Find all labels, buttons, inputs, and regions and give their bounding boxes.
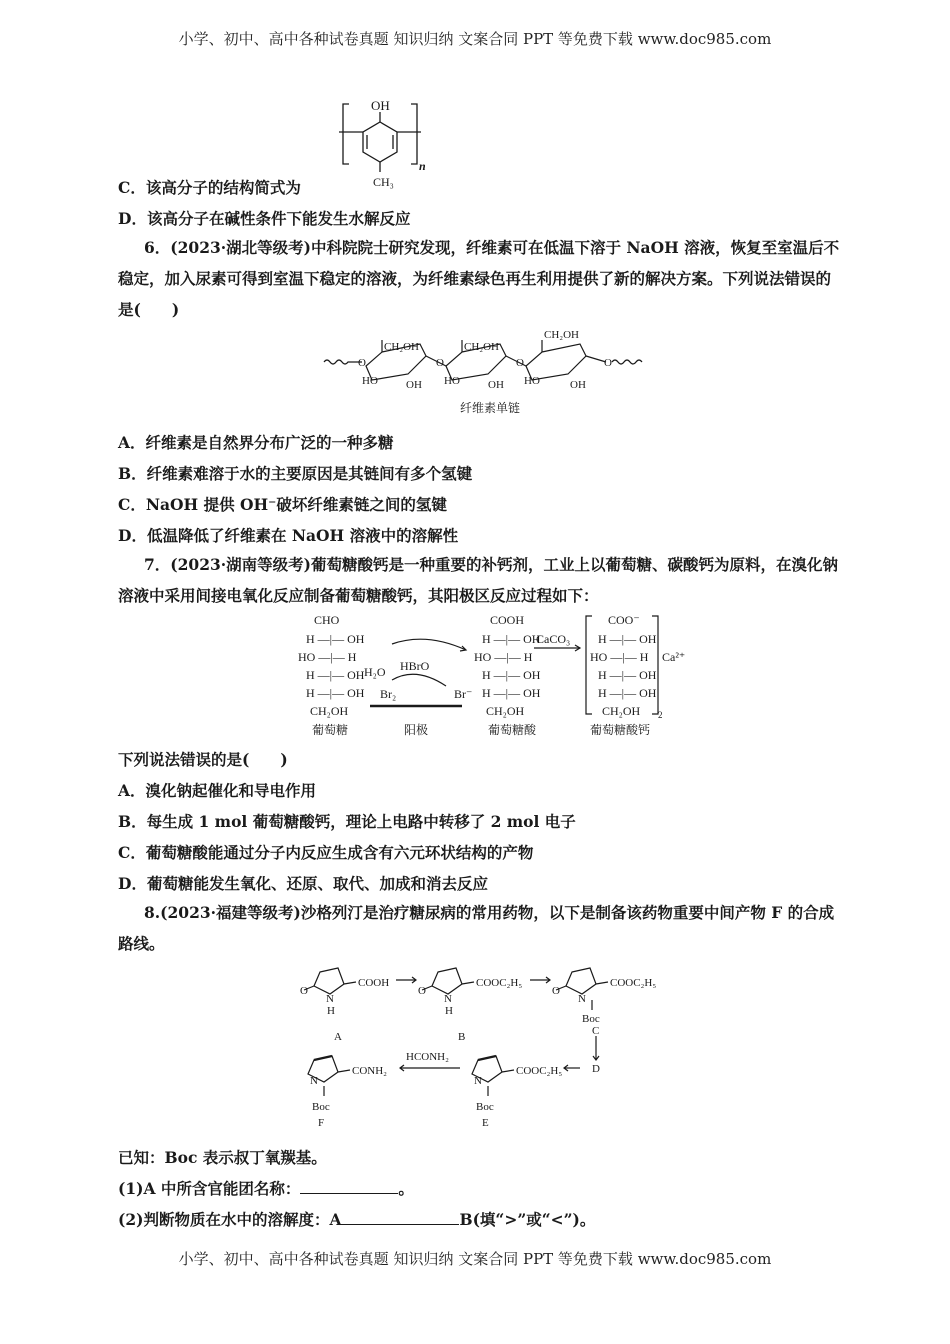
label-anode: 阳极	[404, 723, 429, 737]
c-o: O	[552, 985, 560, 997]
ch2oh-label-1: CH₂OH	[384, 341, 420, 353]
f-boc: Boc	[312, 1101, 330, 1113]
q7-option-d: D．葡萄糖能发生氧化、还原、取代、加成和消去反应	[118, 874, 488, 893]
oh-label: OH	[371, 98, 390, 113]
bracket-subscript: 2	[658, 710, 663, 720]
glucose-row-2: HO —|— H	[298, 650, 357, 664]
oh-label-3: OH	[570, 379, 586, 391]
acid-cooh: COOH	[490, 613, 525, 627]
page-footer: 小学、初中、高中各种试卷真题 知识归纳 文案合同 PPT 等免费下载 www.doc985.com	[178, 1250, 772, 1268]
q5-option-d: D．该高分子在碱性条件下能发生水解反应	[118, 209, 411, 228]
oh-label-1: OH	[406, 379, 422, 391]
salt-ch2oh: CH₂OH	[602, 704, 641, 718]
label-d: D	[592, 1063, 600, 1075]
f-conh2: CONH₂	[352, 1065, 388, 1077]
glucose-ch2oh: CH₂OH	[310, 704, 349, 718]
q6-option-d: D．低温降低了纤维素在 NaOH 溶液中的溶解性	[118, 526, 459, 545]
a-h: H	[327, 1005, 335, 1017]
q7-ask: 下列说法错误的是( )	[118, 750, 288, 769]
ch2oh-label-2: CH₂OH	[464, 341, 500, 353]
acid-row-2: HO —|— H	[474, 650, 533, 664]
cellulose-caption: 纤维素单链	[460, 401, 521, 415]
label-f: F	[318, 1117, 325, 1129]
b-n: N	[444, 993, 452, 1005]
acid-row-4: H —|— OH	[482, 686, 541, 700]
ch3-label: CH₃	[373, 175, 394, 189]
q8-question-2	[118, 1208, 595, 1230]
ho-label-1: HO	[362, 375, 378, 387]
label-c: C	[592, 1025, 600, 1037]
e-boc: Boc	[476, 1101, 494, 1113]
a-n: N	[326, 993, 334, 1005]
oh-label-2: OH	[488, 379, 504, 391]
q8-q1-prefix: (1)A 中所含官能团名称：	[118, 1179, 301, 1198]
q8-q2-suffix: B(填“>”或“<”)。	[459, 1210, 596, 1229]
glucose-cho: CHO	[314, 613, 340, 627]
a-cooh: COOH	[358, 977, 390, 989]
c-cooet: COOC₂H₅	[610, 977, 657, 989]
synthesis-route-figure	[300, 960, 690, 1130]
ch2oh-label-3: CH₂OH	[544, 329, 580, 341]
caco3-label: CaCO₃	[536, 632, 571, 646]
label-acid: 葡萄糖酸	[488, 723, 537, 737]
q6-option-b: B．纤维素难溶于水的主要原因是其链间有多个氢键	[118, 464, 473, 483]
q8-q1-answer-blank[interactable]	[300, 1177, 398, 1194]
q8-question-1	[118, 1177, 414, 1199]
e-cooet: COOC₂H₅	[516, 1065, 563, 1077]
o-label-2: O	[436, 357, 444, 369]
b-o: O	[418, 985, 426, 997]
br-label: Br⁻	[454, 687, 473, 701]
o-label-1: O	[358, 357, 366, 369]
label-e: E	[482, 1117, 489, 1129]
q7-option-c: C．葡萄糖酸能通过分子内反应生成含有六元环状结构的产物	[118, 843, 534, 862]
q8-q2-prefix: (2)判断物质在水中的溶解度：A	[118, 1210, 342, 1229]
salt-row-2: HO —|— H	[590, 650, 649, 664]
label-a: A	[334, 1031, 342, 1043]
q6-stem: 6．(2023·湖北等级考)中科院院士研究发现，纤维素可在低温下溶于 NaOH 溶液，恢复至室温后不稳定，加入尿素可得到室温下稳定的溶液，为纤维素绿色再生利用提供了新的解决方案。下列说法错误的是( )	[118, 238, 840, 319]
a-o: O	[300, 985, 308, 997]
label-glucose: 葡萄糖	[312, 723, 349, 737]
acid-row-3: H —|— OH	[482, 668, 541, 682]
q7-stem: 7．(2023·湖南等级考)葡萄糖酸钙是一种重要的补钙剂，工业上以葡萄糖、碳酸钙为原料，在溴化钠溶液中采用间接电氧化反应制备葡萄糖酸钙，其阳极区反应过程如下：	[118, 555, 838, 605]
ca-label: Ca²⁺	[662, 650, 686, 664]
label-b: B	[458, 1031, 466, 1043]
br2-label: Br₂	[380, 687, 397, 701]
q7-option-a: A．溴化钠起催化和导电作用	[118, 781, 317, 800]
ho-label-2: HO	[444, 375, 460, 387]
salt-row-3: H —|— OH	[598, 668, 657, 682]
cellulose-chain-figure	[322, 322, 662, 422]
q5-option-c: C．该高分子的结构简式为	[118, 178, 301, 197]
label-salt: 葡萄糖酸钙	[590, 723, 651, 737]
h2o-label: H₂O	[364, 665, 386, 679]
ho-label-3: HO	[524, 375, 540, 387]
salt-row-1: H —|— OH	[598, 632, 657, 646]
q8-q1-suffix: 。	[398, 1179, 414, 1198]
q7-option-b: B．每生成 1 mol 葡萄糖酸钙，理论上电路中转移了 2 mol 电子	[118, 812, 576, 831]
q6-option-c: C．NaOH 提供 OH⁻破坏纤维素链之间的氢键	[118, 495, 447, 514]
f-n: N	[310, 1075, 318, 1087]
n-subscript: n	[419, 159, 426, 173]
glucose-oxidation-figure	[296, 610, 696, 740]
glucose-row-1: H —|— OH	[306, 632, 365, 646]
hbro-label: HBrO	[400, 659, 430, 673]
page-header: 小学、初中、高中各种试卷真题 知识归纳 文案合同 PPT 等免费下载 www.doc985.com	[178, 30, 772, 48]
q8-stem: 8.(2023·福建等级考)沙格列汀是治疗糖尿病的常用药物，以下是制备该药物重要中间产物 F 的合成路线。	[118, 903, 835, 953]
q8-q2-answer-blank[interactable]	[341, 1208, 459, 1225]
polymer-structure-figure	[335, 96, 515, 196]
c-boc: Boc	[582, 1013, 600, 1025]
salt-coo: COO⁻	[608, 613, 640, 627]
salt-row-4: H —|— OH	[598, 686, 657, 700]
q8-known: 已知：Boc 表示叔丁氧羰基。	[118, 1148, 327, 1167]
glucose-row-3: H —|— OH	[306, 668, 365, 682]
o-label-3: O	[516, 357, 524, 369]
b-h: H	[445, 1005, 453, 1017]
c-n: N	[578, 993, 586, 1005]
e-n: N	[474, 1075, 482, 1087]
hconh2-label: HCONH₂	[406, 1051, 449, 1063]
q6-option-a: A．纤维素是自然界分布广泛的一种多糖	[118, 433, 394, 452]
acid-row-1: H —|— OH	[482, 632, 541, 646]
o-label-4: O	[604, 357, 612, 369]
glucose-row-4: H —|— OH	[306, 686, 365, 700]
acid-ch2oh: CH₂OH	[486, 704, 525, 718]
b-cooet: COOC₂H₅	[476, 977, 523, 989]
